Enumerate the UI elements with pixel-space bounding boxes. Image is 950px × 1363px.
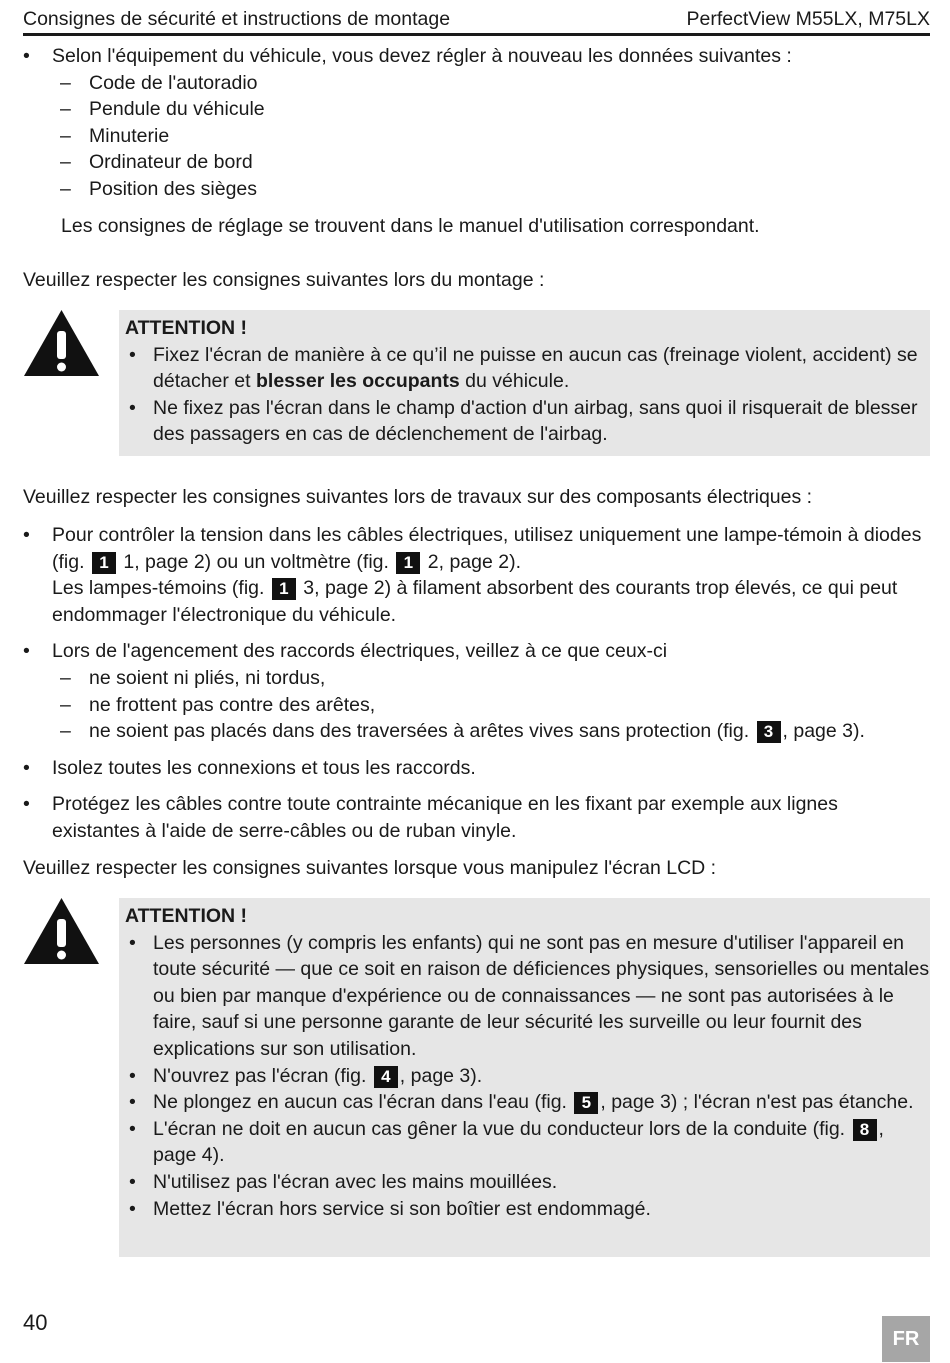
section-title: Consignes de sécurité et instructions de montage xyxy=(23,8,451,30)
warning-item: • Ne fixez pas l'écran dans le champ d'action d'un airbag, sans quoi il risquerait de blesser des passagers en cas de déclenchement de l'airbag. xyxy=(125,395,930,448)
dash-item: – ne soient ni pliés, ni tordus, xyxy=(23,665,930,692)
warning-triangle-icon xyxy=(23,897,100,965)
dash-item: – ne frottent pas contre des arêtes, xyxy=(23,692,930,719)
figure-ref-badge: 4 xyxy=(374,1066,398,1088)
warning-box-mounting xyxy=(119,310,930,456)
warning-triangle-icon xyxy=(23,309,100,377)
dash-item: – Pendule du véhicule xyxy=(23,96,930,123)
figure-ref-badge: 1 xyxy=(92,552,116,574)
warning-item: • N'ouvrez pas l'écran (fig. 4 , page 3). xyxy=(125,1063,930,1090)
figure-ref-badge: 5 xyxy=(574,1092,598,1114)
warning-item: • N'utilisez pas l'écran avec les mains mouillées. xyxy=(125,1169,930,1196)
warning-box-lcd xyxy=(119,898,930,1257)
figure-ref-badge: 8 xyxy=(853,1119,877,1141)
page-number: 40 xyxy=(23,1310,48,1335)
figure-ref-badge: 1 xyxy=(272,578,296,600)
warning-title: ATTENTION ! xyxy=(125,317,248,339)
electrical-intro: Veuillez respecter les consignes suivantes lors de travaux sur des composants électriques : xyxy=(23,486,813,508)
warning-item: • Mettez l'écran hors service si son boîtier est endommagé. xyxy=(125,1196,930,1223)
vehicle-settings-section xyxy=(23,43,930,239)
product-name: PerfectView M55LX, M75LX xyxy=(686,8,930,30)
warning-item: • Fixez l'écran de manière à ce qu’il ne puisse en aucun cas (freinage violent, accident) se détacher et blesser les occupants du véhicule. xyxy=(125,342,930,395)
dash-item: – Minuterie xyxy=(23,123,930,150)
dash-item: – Position des sièges xyxy=(23,176,930,203)
warning-item: • Les personnes (y compris les enfants) qui ne sont pas en mesure d'utiliser l'appareil en toute sécurité — que ce soit en raison de déficiences physiques, sensorielles ou mentales ou bien par manque d'expérience ou de connaissances — ne sont pas autorisées à le faire, sauf si une personne garante de leur sécurité les surveille ou leur fournit des explications sur son utilisation. xyxy=(125,930,930,1063)
electrical-section xyxy=(23,522,930,845)
bullet-item: • Pour contrôler la tension dans les câbles électriques, utilisez uniquement une lampe-témoin à diodes (fig. 1 1, page 2) ou un voltmètre (fig. 1 2, page 2). Les lampes-témoins (fig. 1 3, page 2) à filament absorbent des courants trop élevés, ce qui peut endommager l'électronique du véhicule. xyxy=(23,522,930,628)
dash-item: – Code de l'autoradio xyxy=(23,70,930,97)
dash-item: – ne soient pas placés dans des traversées à arêtes vives sans protection (fig. 3 , page 3). xyxy=(23,718,930,745)
dash-item: – Ordinateur de bord xyxy=(23,149,930,176)
bullet-item: • Protégez les câbles contre toute contrainte mécanique en les fixant par exemple aux lignes existantes à l'aide de serre-câbles ou de ruban vinyle. xyxy=(23,791,930,844)
warning-item: • L'écran ne doit en aucun cas gêner la vue du conducteur lors de la conduite (fig. 8 , page 4). xyxy=(125,1116,930,1169)
page-header xyxy=(23,6,930,36)
bullet-item: • Isolez toutes les connexions et tous les raccords. xyxy=(23,755,930,782)
mounting-intro: Veuillez respecter les consignes suivantes lors du montage : xyxy=(23,269,545,291)
figure-ref-badge: 3 xyxy=(757,721,781,743)
warning-item: • Ne plongez en aucun cas l'écran dans l'eau (fig. 5 , page 3) ; l'écran n'est pas étanche. xyxy=(125,1089,930,1116)
lcd-intro: Veuillez respecter les consignes suivantes lorsque vous manipulez l'écran LCD : xyxy=(23,857,717,879)
settings-note: Les consignes de réglage se trouvent dans le manuel d'utilisation correspondant. xyxy=(61,214,760,237)
bullet-item: • Selon l'équipement du véhicule, vous devez régler à nouveau les données suivantes : xyxy=(23,43,930,70)
warning-title: ATTENTION ! xyxy=(125,905,248,927)
language-badge: FR xyxy=(882,1316,930,1362)
bullet-item: • Lors de l'agencement des raccords électriques, veillez à ce que ceux-ci xyxy=(23,638,930,665)
figure-ref-badge: 1 xyxy=(396,552,420,574)
